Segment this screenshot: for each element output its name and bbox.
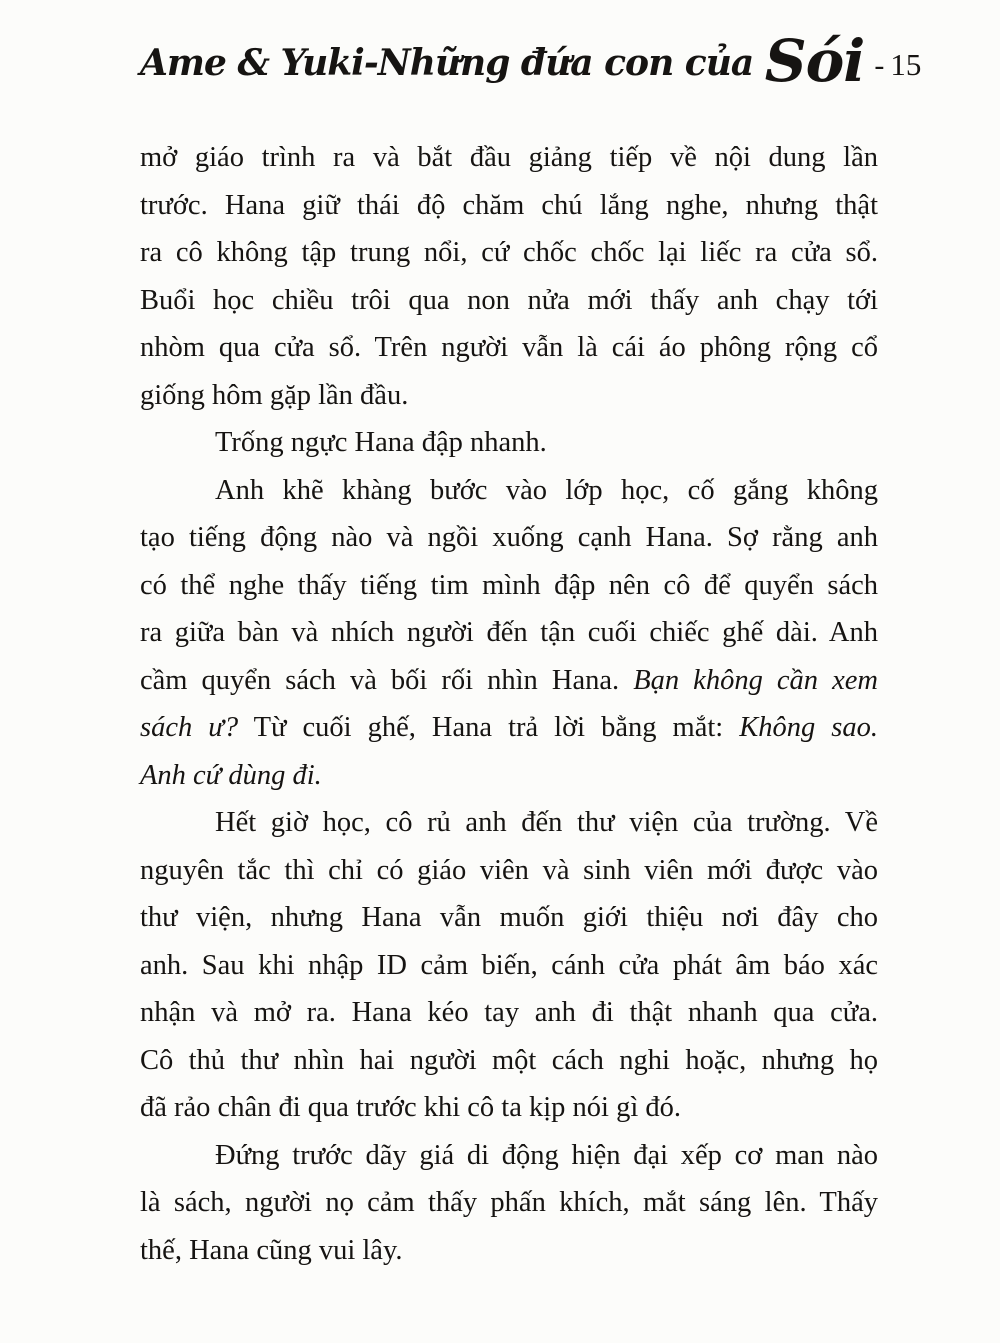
text-segment: Buổi học chiều trôi qua non nửa mới thấy anh chạy tới	[140, 284, 878, 316]
page-number: 15	[890, 47, 922, 82]
text-segment: đã rảo chân đi qua trước khi cô ta kịp nói gì đó.	[140, 1092, 681, 1123]
text-line	[140, 562, 878, 610]
text-line	[140, 1179, 878, 1227]
text-segment: anh. Sau khi nhập ID cảm biến, cánh cửa phát âm báo xác	[140, 949, 878, 981]
running-title	[140, 27, 865, 95]
text-line	[140, 1227, 878, 1275]
text-segment: ra giữa bàn và nhích người đến tận cuối chiếc ghế dài. Anh	[140, 617, 878, 648]
text-segment: Trống ngực Hana đập nhanh.	[215, 427, 547, 458]
text-segment: Cô thủ thư nhìn hai người một cách nghi hoặc, nhưng họ	[140, 1044, 878, 1076]
text-line	[140, 704, 878, 752]
text-line	[140, 1084, 878, 1132]
running-title-text: Ame & Yuki-Những đứa con của	[140, 42, 765, 84]
italic-text-segment: Anh cứ dùng đi.	[140, 759, 322, 791]
text-line	[140, 799, 878, 847]
text-segment: có thể nghe thấy tiếng tim mình đập nên cô để quyển sách	[140, 569, 878, 601]
paragraph	[140, 799, 878, 1132]
text-segment: Từ cuối ghế, Hana trả lời bằng mắt:	[238, 712, 740, 743]
text-line	[140, 324, 878, 372]
text-segment: nhận và mở ra. Hana kéo tay anh đi thật nhanh qua cửa.	[140, 997, 878, 1028]
text-line	[140, 229, 878, 277]
page-header	[140, 27, 922, 95]
text-line	[140, 372, 878, 420]
italic-text-segment: Không sao.	[739, 712, 878, 743]
text-line	[140, 657, 878, 705]
text-segment: tạo tiếng động nào và ngồi xuống cạnh Hana. Sợ rằng anh	[140, 522, 878, 553]
page-body	[140, 134, 878, 1274]
text-line	[140, 752, 878, 800]
text-line	[140, 514, 878, 562]
text-line	[140, 1037, 878, 1085]
paragraph	[140, 419, 878, 467]
text-segment: nguyên tắc thì chỉ có giáo viên và sinh viên mới được vào	[140, 854, 878, 886]
text-line	[140, 989, 878, 1037]
text-segment: Hết giờ học, cô rủ anh đến thư viện của trường. Về	[215, 807, 878, 838]
text-line	[140, 894, 878, 942]
paragraph	[140, 467, 878, 800]
italic-text-segment: Bạn không cần xem	[633, 664, 878, 696]
text-segment: thế, Hana cũng vui lây.	[140, 1234, 403, 1266]
paragraph	[140, 134, 878, 419]
text-line	[140, 1132, 878, 1180]
text-segment: thư viện, nhưng Hana vẫn muốn giới thiệu nơi đây cho	[140, 902, 878, 933]
text-segment: cầm quyển sách và bối rối nhìn Hana.	[140, 664, 634, 696]
text-line	[140, 467, 878, 515]
text-segment: Đứng trước dãy giá di động hiện đại xếp cơ man nào	[215, 1139, 878, 1171]
text-segment: nhòm qua cửa sổ. Trên người vẫn là cái áo phông rộng cổ	[140, 332, 878, 363]
text-segment: ra cô không tập trung nổi, cứ chốc chốc lại liếc ra cửa sổ.	[140, 237, 878, 268]
text-line	[140, 182, 878, 230]
text-segment: trước. Hana giữ thái độ chăm chú lắng nghe, nhưng thật	[140, 189, 878, 221]
text-line	[140, 277, 878, 325]
text-segment: giống hôm gặp lần đầu.	[140, 379, 409, 411]
running-title-emphasis: Sói	[764, 27, 865, 95]
text-segment: là sách, người nọ cảm thấy phấn khích, mắt sáng lên. Thấy	[140, 1187, 878, 1218]
text-line	[140, 609, 878, 657]
text-segment: Anh khẽ khàng bước vào lớp học, cố gắng không	[215, 474, 878, 506]
text-segment: mở giáo trình ra và bắt đầu giảng tiếp về nội dung lần	[140, 142, 878, 173]
italic-text-segment: sách ư?	[140, 712, 239, 743]
text-line	[140, 942, 878, 990]
text-line	[140, 419, 878, 467]
page-number-separator: -	[874, 49, 885, 82]
text-line	[140, 847, 878, 895]
paragraph	[140, 1132, 878, 1275]
text-line	[140, 134, 878, 182]
